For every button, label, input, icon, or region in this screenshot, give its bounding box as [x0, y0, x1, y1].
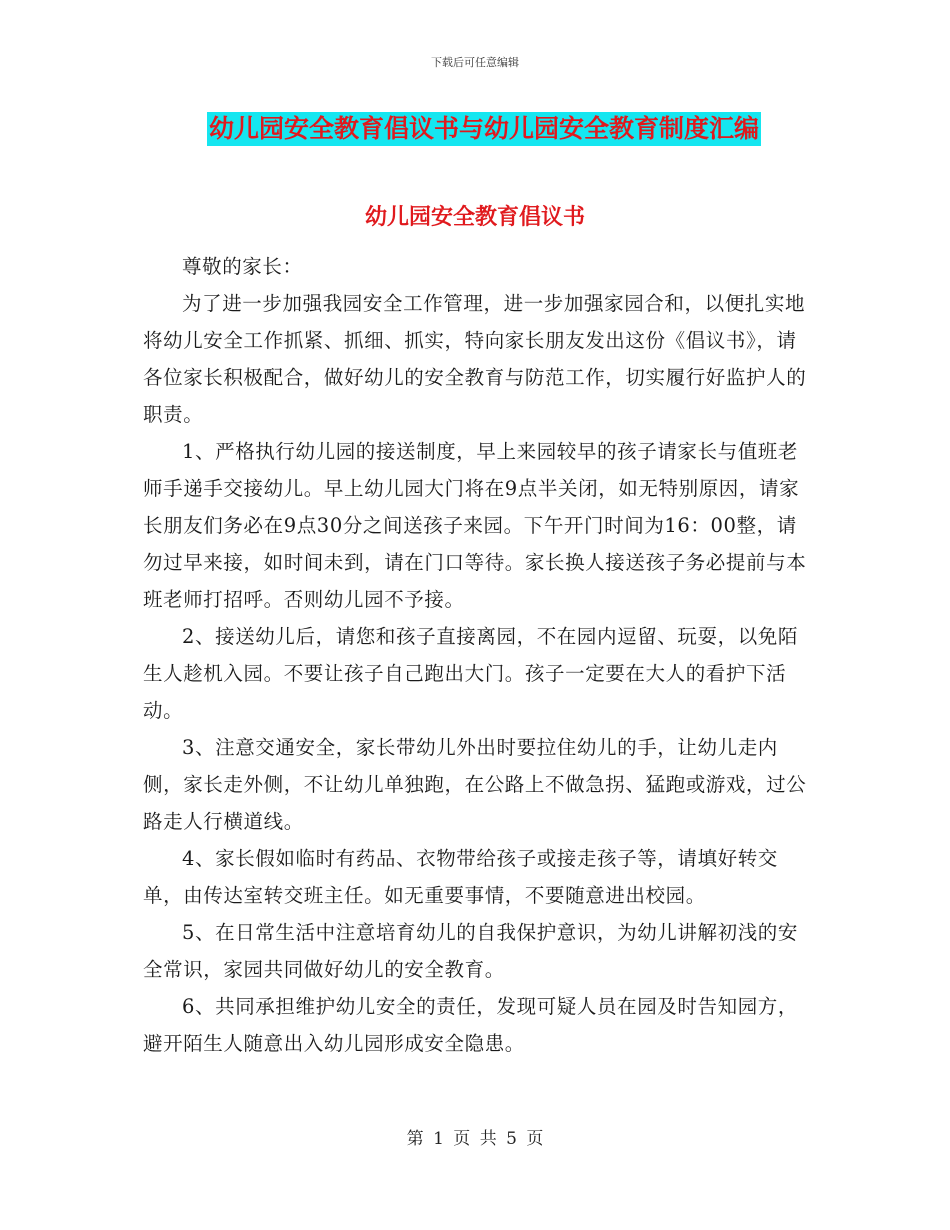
paragraph-item-4: 4、家长假如临时有药品、衣物带给孩子或接走孩子等，请填好转交单，由传达室转交班主任。如无重要事情，不要随意进出校园。 — [143, 847, 778, 907]
page-number-footer: 第 1 页 共 5 页 — [406, 1129, 544, 1149]
paragraph-item-3: 3、注意交通安全，家长带幼儿外出时要拉住幼儿的手，让幼儿走内侧，家长走外侧，不让幼儿单独跑，在公路上不做急拐、猛跑或游戏，过公路走人行横道线。 — [143, 736, 807, 833]
document-main-title: 幼儿园安全教育倡议书与幼儿园安全教育制度汇编 — [207, 112, 761, 146]
paragraph-intro: 为了进一步加强我园安全工作管理，进一步加强家园合和，以便扎实地将幼儿安全工作抓紧、抓细、抓实，特向家长朋友发出这份《倡议书》，请各位家长积极配合，做好幼儿的安全教育与防范工作，切实履行好监护人的职责。 — [143, 292, 807, 426]
paragraph-item-6: 6、共同承担维护幼儿安全的责任，发现可疑人员在园及时告知园方，避开陌生人随意出入幼儿园形成安全隐患。 — [143, 995, 799, 1055]
salutation: 尊敬的家长： — [182, 255, 303, 278]
paragraph-item-1: 1、严格执行幼儿园的接送制度，早上来园较早的孩子请家长与值班老师手递手交接幼儿。早上幼儿园大门将在9点半关闭，如无特别原因，请家长朋友们务必在9点30分之间送孩子来园。下午开门时间为16：00整，请勿过早来接，如时间未到，请在门口等待。家长换人接送孩子务必提前与本班老师打招呼。否则幼儿园不予接。 — [143, 440, 807, 611]
paragraph-item-5: 5、在日常生活中注意培育幼儿的自我保护意识，为幼儿讲解初浅的安全常识，家园共同做好幼儿的安全教育。 — [143, 921, 799, 981]
document-body — [143, 248, 811, 1062]
document-sub-title: 幼儿园安全教育倡议书 — [364, 204, 585, 230]
paragraph-item-2: 2、接送幼儿后，请您和孩子直接离园，不在园内逗留、玩耍，以免陌生人趁机入园。不要让孩子自己跑出大门。孩子一定要在大人的看护下活动。 — [143, 625, 799, 722]
page-header-note: 下载后可任意编辑 — [431, 56, 519, 69]
